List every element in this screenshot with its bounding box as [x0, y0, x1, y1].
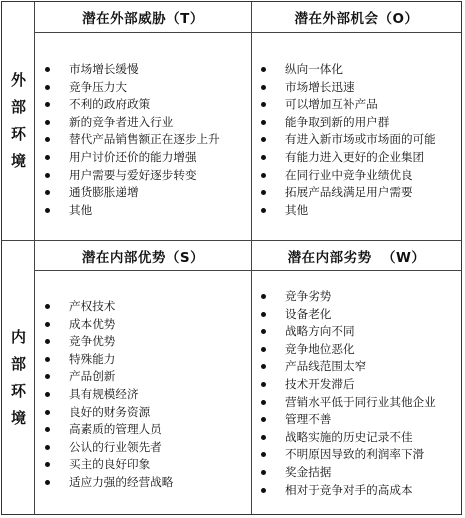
list-item: [43, 167, 220, 185]
bullet-icon: [45, 102, 50, 107]
bullet-icon: [261, 382, 266, 387]
external-environment-cell: [2, 2, 35, 240]
list-item: [259, 184, 436, 202]
bullet-icon: [261, 155, 266, 160]
list-item-label: 其他: [285, 202, 309, 217]
bullet-icon: [45, 357, 50, 362]
list-item-label: 市场增长迅速: [285, 79, 355, 94]
bullet-icon: [261, 190, 266, 195]
opportunities-header: 潜在外部机会（O）: [294, 11, 419, 27]
list-item-label: 公认的行业领先者: [69, 439, 162, 454]
divider-header-bottom: [34, 270, 461, 271]
bullet-icon: [261, 400, 266, 405]
list-item-label: 管理不善: [285, 412, 332, 427]
list-item: [259, 446, 436, 464]
list-item-label: 不利的政府政策: [69, 97, 151, 112]
list-item-label: 相对于竞争对手的高成本: [285, 482, 413, 497]
list-item: [259, 323, 436, 341]
list-item: [43, 131, 220, 149]
bullet-icon: [261, 488, 266, 493]
list-item: [259, 79, 436, 97]
weaknesses-list: [259, 288, 436, 499]
bullet-icon: [261, 67, 266, 72]
list-item: [43, 202, 220, 220]
list-item-label: 不明原因导致的利润率下滑: [285, 447, 425, 462]
bullet-icon: [261, 312, 266, 317]
list-item-label: 良好的财务资源: [69, 404, 151, 419]
list-item: [259, 288, 436, 306]
list-item-label: 技术开发滞后: [285, 376, 355, 391]
list-item-label: 产品创新: [69, 369, 116, 384]
list-item-label: 能争取到新的用户群: [285, 114, 390, 129]
list-item-label: 战略实施的历史记录不佳: [285, 429, 413, 444]
list-item: [43, 333, 173, 351]
list-item-label: 具有规模经济: [69, 386, 139, 401]
list-item: [259, 376, 436, 394]
bullet-icon: [261, 435, 266, 440]
external-environment-label: 外部环境: [10, 71, 26, 170]
bullet-icon: [45, 339, 50, 344]
list-item-label: 其他: [69, 202, 93, 217]
list-item: [43, 404, 173, 422]
list-item-label: 适应力强的经营战略: [69, 474, 174, 489]
list-item: [259, 482, 436, 500]
list-item-label: 竞争压力大: [69, 79, 127, 94]
bullet-icon: [45, 374, 50, 379]
list-item: [259, 167, 436, 185]
swot-table: [1, 1, 462, 515]
bullet-icon: [261, 364, 266, 369]
list-item-label: 竞争优势: [69, 334, 116, 349]
list-item-label: 高素质的管理人员: [69, 422, 162, 437]
bullet-icon: [45, 155, 50, 160]
bullet-icon: [45, 190, 50, 195]
list-item-label: 竞争地位恶化: [285, 341, 355, 356]
list-item: [259, 202, 436, 220]
list-item-label: 奖金拮据: [285, 464, 332, 479]
bullet-icon: [45, 322, 50, 327]
list-item-label: 竞争劣势: [285, 289, 332, 303]
list-item-label: 有能力进入更好的企业集团: [285, 149, 425, 164]
list-item: [259, 358, 436, 376]
bullet-icon: [45, 392, 50, 397]
list-item: [43, 351, 173, 369]
list-item: [259, 114, 436, 132]
list-item-label: 用户讨价还价的能力增强: [69, 149, 197, 164]
internal-environment-label: 内部环境: [10, 327, 26, 427]
internal-environment-cell: [2, 241, 35, 514]
strengths-header: 潜在内部优势（S）: [81, 249, 205, 266]
list-item-label: 纵向一体化: [285, 62, 343, 76]
bullet-icon: [261, 294, 266, 299]
bullet-icon: [45, 85, 50, 90]
bullet-icon: [261, 208, 266, 213]
list-item: [43, 298, 173, 316]
bullet-icon: [45, 137, 50, 142]
bullet-icon: [261, 120, 266, 125]
list-item-label: 买主的良好印象: [69, 457, 151, 472]
list-item-label: 战略方向不同: [285, 324, 355, 339]
list-item-label: 产品线范围太窄: [285, 359, 367, 374]
bullet-icon: [261, 470, 266, 475]
bullet-icon: [45, 208, 50, 213]
list-item: [259, 131, 436, 149]
list-item: [43, 474, 173, 492]
bullet-icon: [45, 462, 50, 467]
list-item: [43, 184, 220, 202]
list-item-label: 新的竞争者进入行业: [69, 114, 174, 129]
list-item: [43, 149, 220, 167]
list-item: [259, 96, 436, 114]
list-item: [43, 439, 173, 457]
weaknesses-header: 潜在内部劣势 （W）: [287, 249, 426, 266]
list-item-label: 有进入新市场或市场面的可能: [285, 132, 436, 147]
list-item: [259, 306, 436, 324]
threats-list: [43, 61, 220, 219]
list-item: [43, 96, 220, 114]
list-item: [43, 421, 173, 439]
list-item: [259, 394, 436, 412]
list-item: [43, 114, 220, 132]
list-item: [259, 429, 436, 447]
list-item: [259, 464, 436, 482]
bullet-icon: [45, 480, 50, 485]
bullet-icon: [45, 304, 50, 309]
bullet-icon: [261, 347, 266, 352]
list-item-label: 特殊能力: [69, 351, 116, 366]
bullet-icon: [261, 452, 266, 457]
list-item: [43, 456, 173, 474]
list-item: [43, 79, 220, 97]
divider-header-top: [34, 32, 461, 33]
bullet-icon: [45, 445, 50, 450]
bullet-icon: [261, 329, 266, 334]
bullet-icon: [261, 102, 266, 107]
list-item-label: 设备老化: [285, 306, 332, 321]
bullet-icon: [261, 173, 266, 178]
opportunities-list: [259, 61, 436, 219]
list-item: [43, 386, 173, 404]
list-item-label: 用户需要与爱好逐步转变: [69, 167, 197, 182]
list-item: [43, 316, 173, 334]
bullet-icon: [45, 120, 50, 125]
bullet-icon: [261, 417, 266, 422]
list-item: [43, 61, 220, 79]
list-item-label: 成本优势: [69, 316, 116, 331]
list-item-label: 产权技术: [69, 299, 116, 313]
list-item: [259, 61, 436, 79]
bullet-icon: [45, 410, 50, 415]
bullet-icon: [45, 427, 50, 432]
bullet-icon: [45, 67, 50, 72]
bullet-icon: [261, 85, 266, 90]
list-item-label: 替代产品销售额正在逐步上升: [69, 132, 220, 147]
list-item: [259, 149, 436, 167]
bullet-icon: [45, 173, 50, 178]
list-item-label: 通货膨胀递增: [69, 185, 139, 200]
list-item-label: 可以增加互补产品: [285, 97, 378, 112]
list-item: [259, 341, 436, 359]
strengths-list: [43, 298, 173, 492]
list-item-label: 在同行业中竞争业绩优良: [285, 167, 413, 182]
list-item: [43, 368, 173, 386]
list-item-label: 营销水平低于同行业其他企业: [285, 394, 436, 409]
list-item-label: 拓展产品线满足用户需要: [285, 185, 413, 200]
threats-header: 潜在外部威胁（T）: [82, 11, 204, 27]
list-item: [259, 411, 436, 429]
list-item-label: 市场增长缓慢: [69, 62, 139, 76]
bullet-icon: [261, 137, 266, 142]
